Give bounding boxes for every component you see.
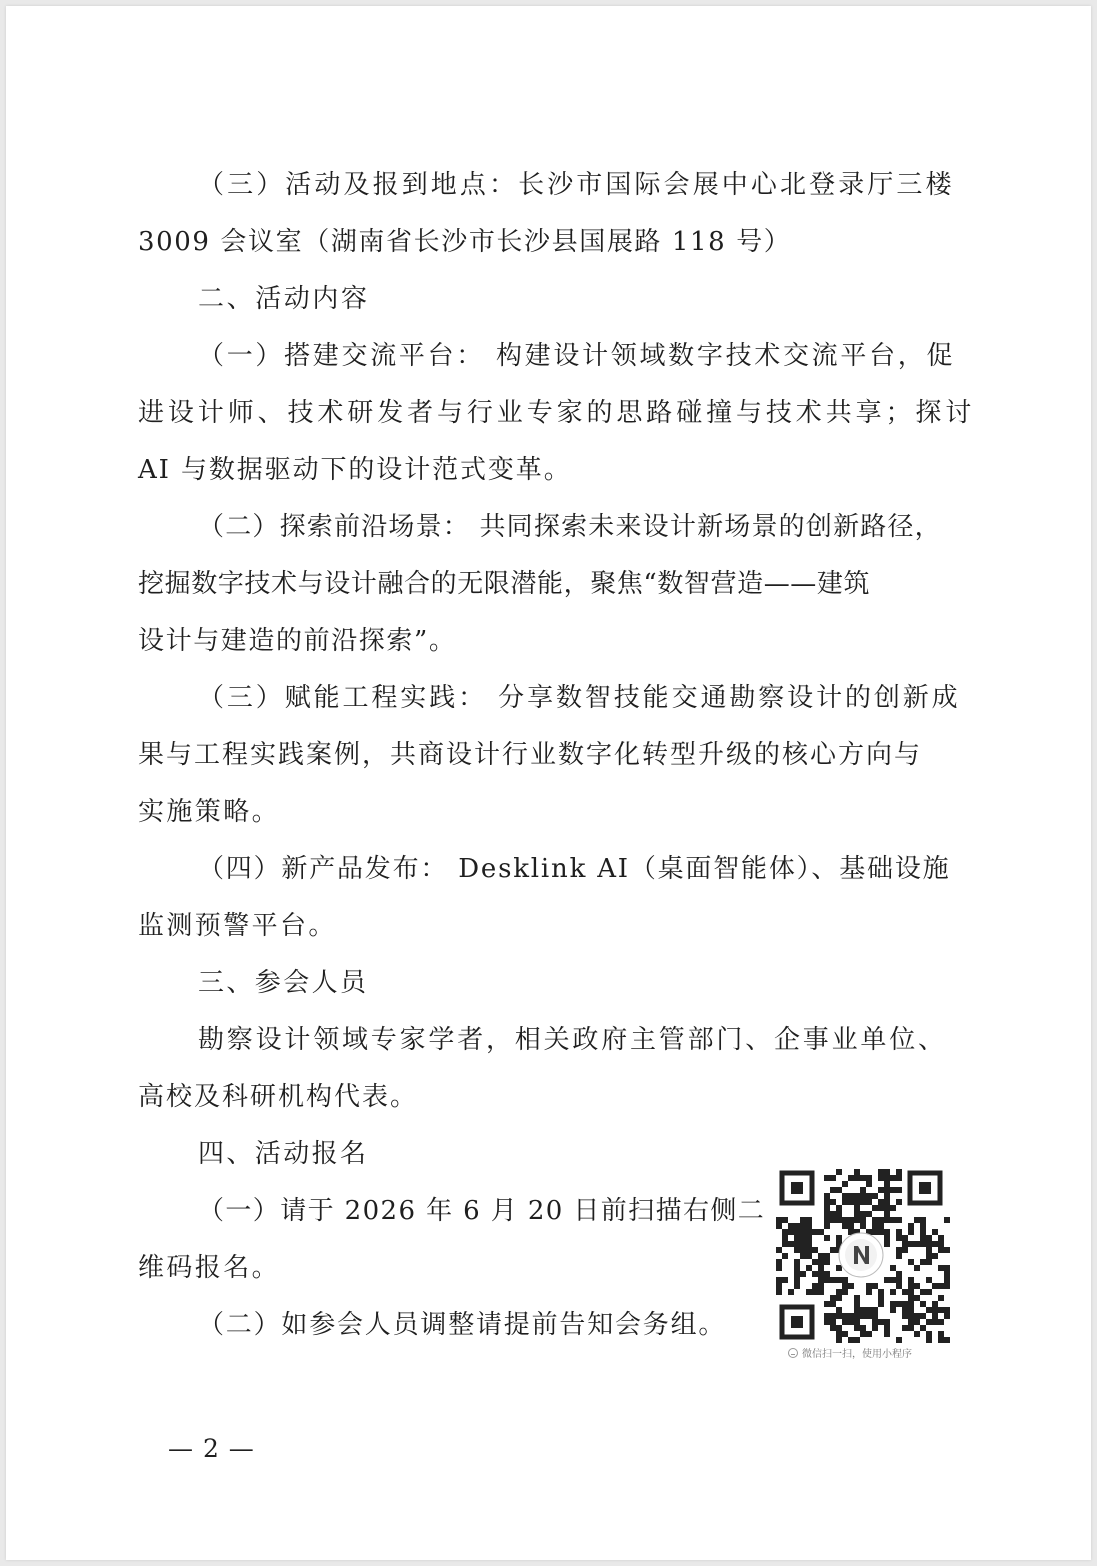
text-line: AI 与数据驱动下的设计范式变革。 — [138, 455, 572, 485]
text-line: （一）搭建交流平台： 构建设计领域数字技术交流平台，促 — [198, 341, 956, 371]
text-line: 果与工程实践案例，共商设计行业数字化转型升级的核心方向与 — [138, 740, 923, 770]
scan-icon — [788, 1348, 798, 1358]
text-line: （三）赋能工程实践： 分享数智技能交通勘察设计的创新成 — [198, 683, 961, 713]
text-line: 勘察设计领域专家学者，相关政府主管部门、企事业单位、 — [198, 1025, 947, 1055]
section-heading: 四、活动报名 — [198, 1139, 369, 1169]
text-line: 3009 会议室（湖南省长沙市长沙县国展路 118 号） — [138, 227, 792, 257]
mini-program-qr-code-icon[interactable] — [770, 1165, 956, 1357]
text-line: （三）活动及报到地点：长沙市国际会展中心北登录厅三楼 — [198, 170, 955, 200]
text-line: 维码报名。 — [138, 1253, 281, 1283]
text-line: （一）请于 2026 年 6 月 20 日前扫描右侧二 — [198, 1196, 766, 1226]
section-heading: 三、参会人员 — [198, 968, 369, 998]
qr-caption-text: 微信扫一扫，使用小程序 — [802, 1349, 912, 1360]
text-line: 挖掘数字技术与设计融合的无限潜能，聚焦“数智营造——建筑 — [138, 569, 871, 599]
text-line: 设计与建造的前沿探索”。 — [138, 626, 457, 656]
text-line: 进设计师、技术研发者与行业专家的思路碰撞与技术共享；探讨 — [138, 398, 976, 428]
section-heading: 二、活动内容 — [198, 284, 370, 314]
text-line: （二）探索前沿场景： 共同探索未来设计新场景的创新路径， — [198, 512, 942, 542]
page-number: — 2 — — [168, 1434, 255, 1463]
qr-caption — [788, 1345, 912, 1360]
text-line: 高校及科研机构代表。 — [138, 1082, 419, 1112]
text-line: （四）新产品发布： Desklink AI（桌面智能体）、基础设施 — [198, 854, 951, 884]
text-line: （二）如参会人员调整请提前告知会务组。 — [198, 1310, 727, 1340]
text-line: 监测预警平台。 — [138, 911, 337, 941]
text-line: 实施策略。 — [138, 797, 281, 827]
